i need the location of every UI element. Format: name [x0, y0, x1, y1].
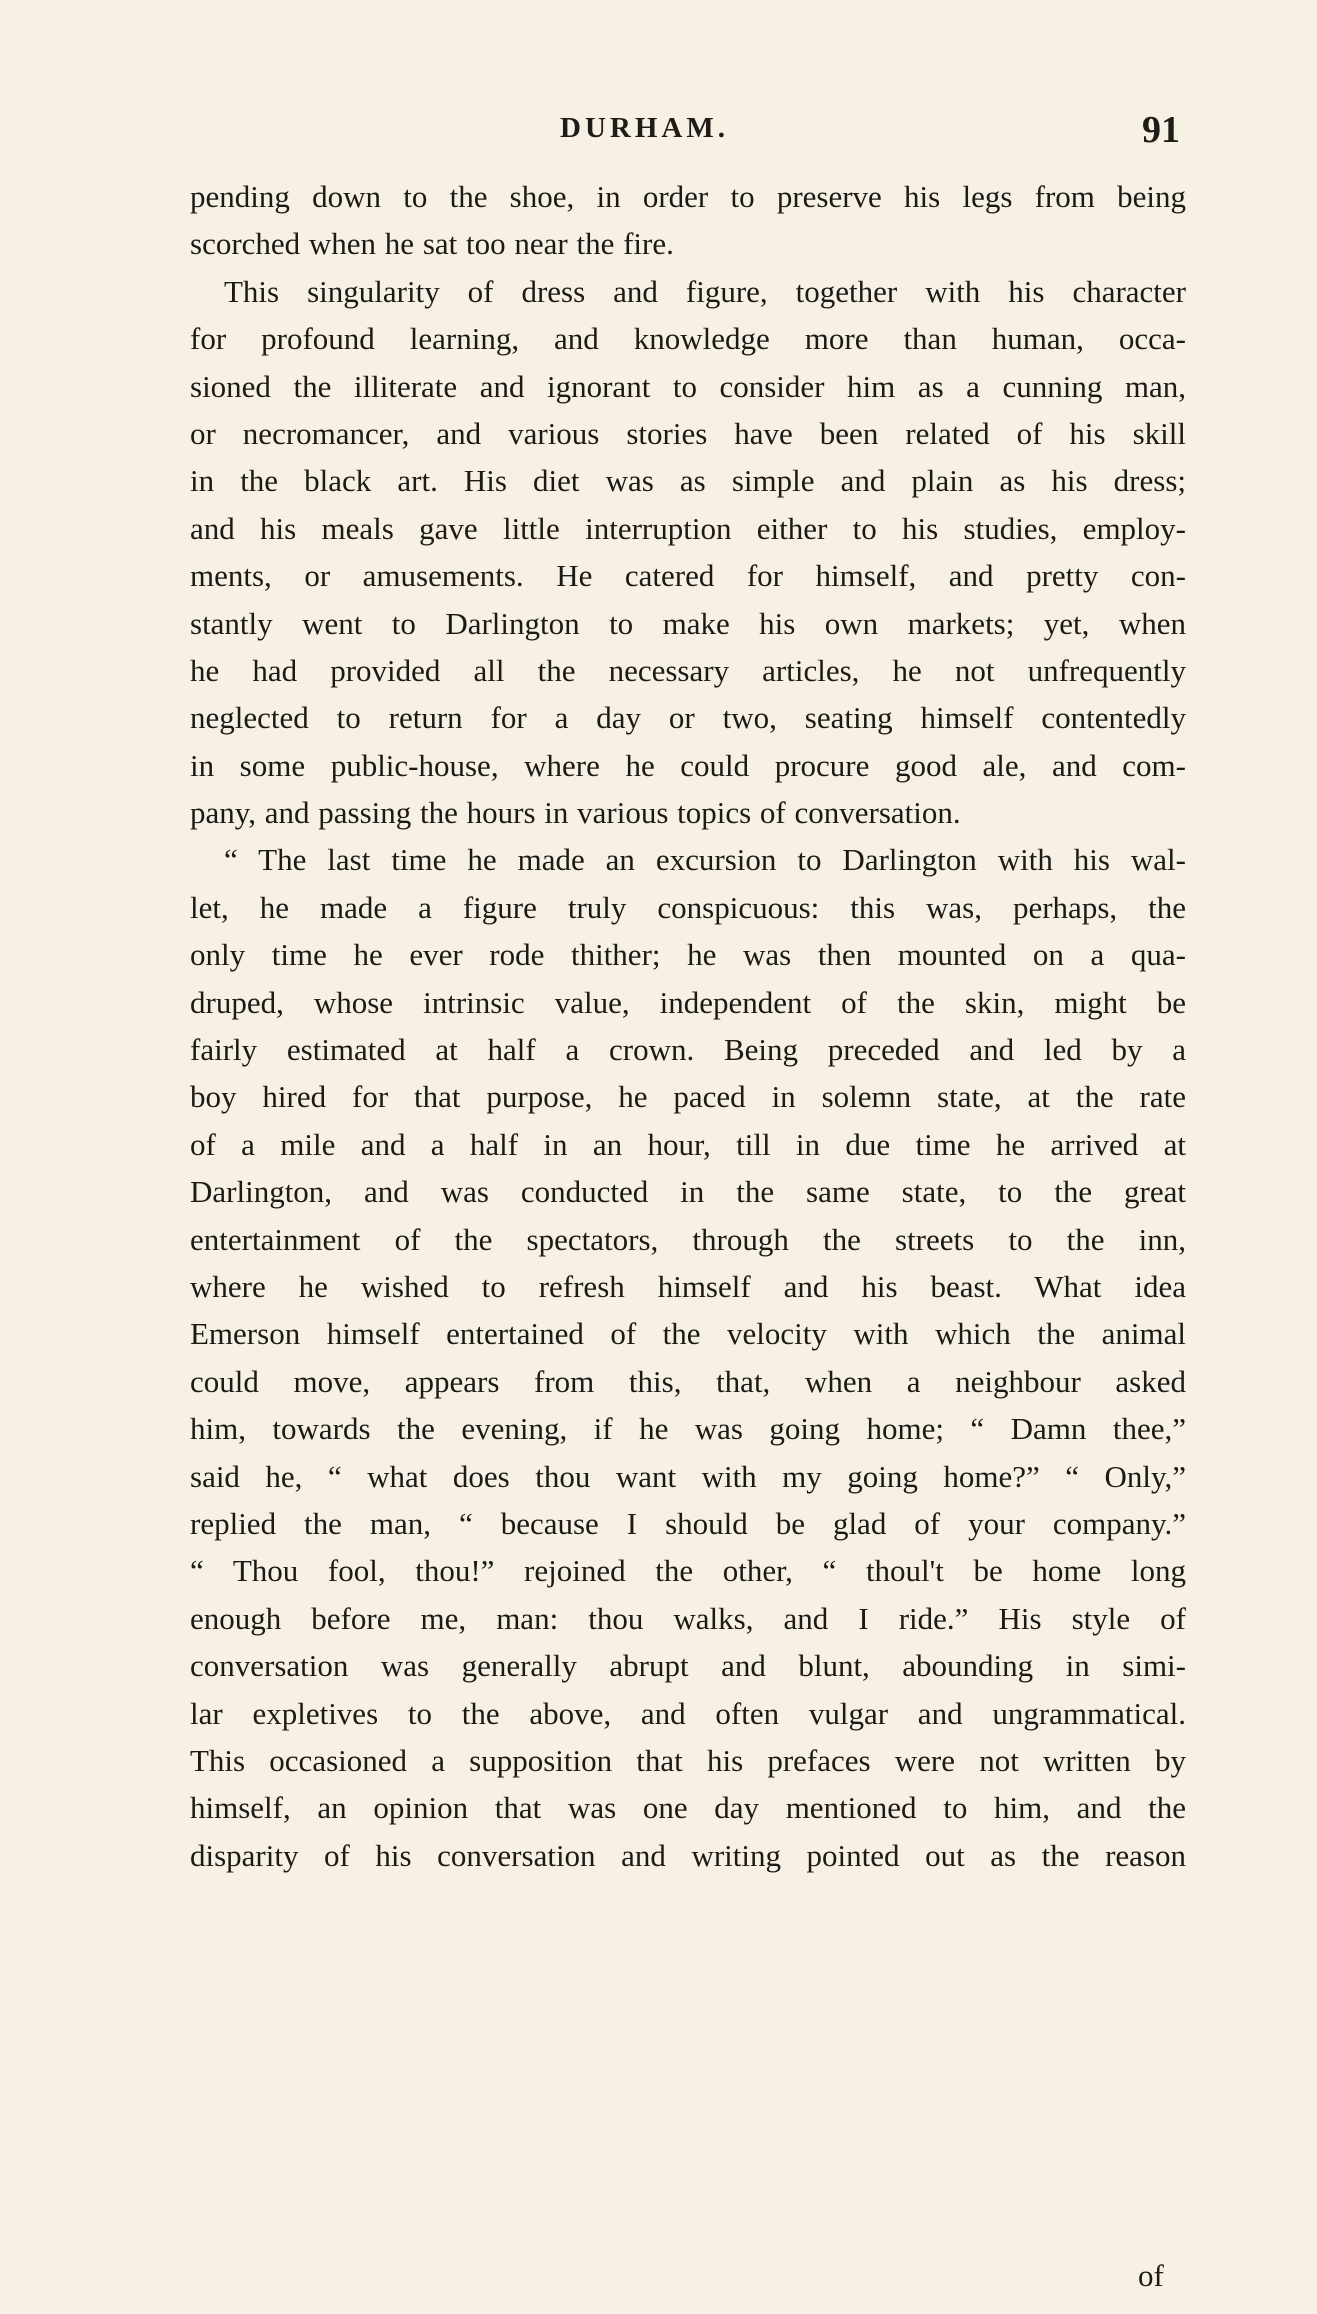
- text-line: Darlington, and was conducted in the same state, to the great: [190, 1174, 1186, 1210]
- text-line: himself, an opinion that was one day mentioned to him, and the: [190, 1790, 1186, 1826]
- text-line: enough before me, man: thou walks, and I ride.” His style of: [190, 1600, 1186, 1636]
- text-line: lar expletives to the above, and often vulgar and ungrammatical.: [190, 1695, 1186, 1731]
- text-line: of a mile and a half in an hour, till in due time he arrived at: [190, 1126, 1186, 1162]
- text-line: entertainment of the spectators, through the streets to the inn,: [190, 1221, 1186, 1257]
- text-line: neglected to return for a day or two, seating himself contentedly: [190, 700, 1186, 736]
- text-line: pany, and passing the hours in various topics of conversation.: [190, 795, 961, 831]
- text-line: conversation was generally abrupt and blunt, abounding in simi-: [190, 1648, 1186, 1684]
- text-line: This occasioned a supposition that his prefaces were not written by: [190, 1742, 1186, 1778]
- text-line: scorched when he sat too near the fire.: [190, 226, 674, 262]
- text-line: pending down to the shoe, in order to preserve his legs from being: [190, 179, 1186, 214]
- running-head: DURHAM.: [560, 112, 729, 144]
- text-line: boy hired for that purpose, he paced in solemn state, at the rate: [190, 1079, 1186, 1115]
- text-line: This singularity of dress and figure, together with his character: [224, 273, 1186, 309]
- text-line: “ Thou fool, thou!” rejoined the other, “ thoul't be home long: [190, 1553, 1186, 1589]
- text-line: replied the man, “ because I should be glad of your company.”: [190, 1505, 1186, 1541]
- text-line: in the black art. His diet was as simple and plain as his dress;: [190, 463, 1186, 499]
- text-line: ments, or amusements. He catered for himself, and pretty con-: [190, 558, 1186, 594]
- page-number: 91: [1142, 109, 1180, 151]
- page-header: [0, 109, 1317, 162]
- text-line: for profound learning, and knowledge more than human, occa-: [190, 321, 1186, 357]
- body-text: [190, 173, 1186, 1879]
- text-line: he had provided all the necessary articles, he not unfrequently: [190, 652, 1186, 688]
- text-line: fairly estimated at half a crown. Being preceded and led by a: [190, 1032, 1186, 1068]
- text-line: disparity of his conversation and writing pointed out as the reason: [190, 1837, 1186, 1873]
- text-line: in some public-house, where he could procure good ale, and com-: [190, 747, 1186, 783]
- text-line: could move, appears from this, that, when a neighbour asked: [190, 1363, 1186, 1399]
- text-line: said he, “ what does thou want with my going home?” “ Only,”: [190, 1458, 1186, 1494]
- text-line: only time he ever rode thither; he was then mounted on a qua-: [190, 937, 1186, 973]
- text-line: stantly went to Darlington to make his own markets; yet, when: [190, 605, 1186, 641]
- text-line: or necromancer, and various stories have been related of his skill: [190, 415, 1186, 451]
- text-line: him, towards the evening, if he was going home; “ Damn thee,”: [190, 1411, 1186, 1447]
- text-line: and his meals gave little interruption either to his studies, employ-: [190, 510, 1186, 546]
- text-line: “ The last time he made an excursion to Darlington with his wal-: [224, 842, 1186, 878]
- catchword: of: [1138, 2258, 1164, 2293]
- text-line: sioned the illiterate and ignorant to consider him as a cunning man,: [190, 368, 1186, 404]
- text-line: let, he made a figure truly conspicuous: this was, perhaps, the: [190, 889, 1186, 925]
- text-line: where he wished to refresh himself and his beast. What idea: [190, 1268, 1186, 1304]
- text-line: druped, whose intrinsic value, independent of the skin, might be: [190, 984, 1186, 1020]
- text-line: Emerson himself entertained of the velocity with which the animal: [190, 1316, 1186, 1352]
